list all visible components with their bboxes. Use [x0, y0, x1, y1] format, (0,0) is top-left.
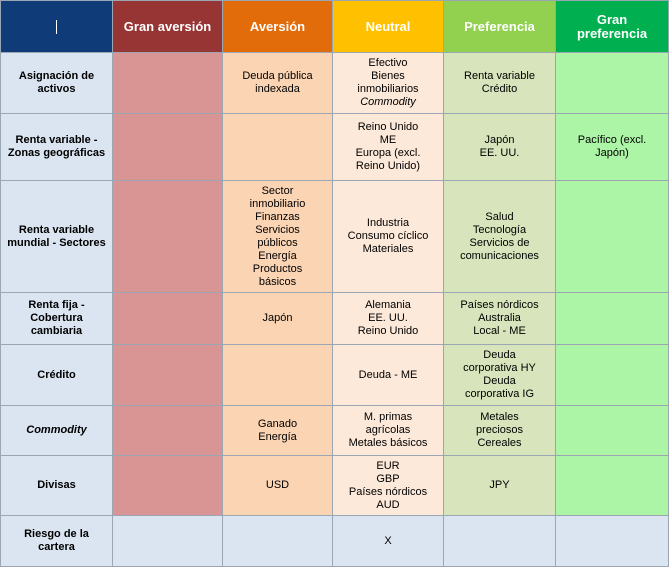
- cell-line: comunicaciones: [460, 249, 539, 262]
- cell-gran-aversion: [113, 516, 223, 567]
- cell-line: Ganado: [257, 417, 298, 430]
- cell-preferencia: [444, 406, 556, 456]
- cell-line: Energía: [258, 249, 297, 262]
- cell-line: M. primas: [363, 411, 413, 423]
- cell-line: Países nórdicos: [460, 299, 539, 311]
- cell-preferencia: [444, 114, 556, 181]
- cell-line: básicos: [258, 275, 297, 288]
- cell-gran-aversion: [113, 181, 223, 293]
- cell-line: AUD: [376, 498, 400, 511]
- cell-line: Reino Unido): [355, 160, 421, 172]
- cell-gran-preferencia: [556, 456, 669, 516]
- cell-line: indexada: [255, 83, 300, 95]
- cell-line: EE. UU.: [368, 312, 408, 324]
- cell-line: Salud: [485, 210, 514, 223]
- row-label: Riesgo de la cartera: [1, 516, 113, 567]
- header-row: [1, 1, 669, 53]
- cell-gran-aversion: [113, 293, 223, 345]
- cell-preferencia: [444, 345, 556, 406]
- cell-neutral: [333, 456, 444, 516]
- cell-gran-aversion: [113, 114, 223, 181]
- cell-line: Deuda: [483, 375, 516, 387]
- cell-aversion: [223, 516, 333, 567]
- cell-line: Energía: [258, 430, 297, 443]
- cell-gran-preferencia: [556, 181, 669, 293]
- cell-gran-aversion: [113, 456, 223, 516]
- cell-gran-preferencia: [556, 114, 669, 181]
- header-aversion: Aversión: [223, 1, 333, 53]
- cell-aversion: [223, 181, 333, 293]
- cell-line: agrícolas: [365, 424, 411, 436]
- cell-line: Deuda - ME: [358, 368, 418, 381]
- cell-line: Alemania: [365, 299, 411, 311]
- cell-line: preciosos: [475, 424, 524, 436]
- cell-line: Deuda: [483, 349, 516, 361]
- cell-line: USD: [265, 479, 290, 491]
- cell-line: Reino Unido: [357, 121, 419, 133]
- cell-gran-aversion: [113, 53, 223, 114]
- cell-preferencia: [444, 293, 556, 345]
- row-label: Asignación de activos: [1, 53, 113, 114]
- cell-line: Japón: [484, 134, 515, 146]
- cell-line: Industria: [366, 217, 410, 229]
- cell-gran-preferencia: [556, 406, 669, 456]
- cell-neutral: [333, 406, 444, 456]
- cell-line: Crédito: [481, 83, 518, 95]
- cell-preferencia: [444, 181, 556, 293]
- cell-line: Japón): [595, 147, 629, 159]
- cell-line: GBP: [376, 472, 400, 485]
- cell-line: Países nórdicos: [348, 485, 428, 498]
- cell-neutral: [333, 345, 444, 406]
- cell-neutral: [333, 53, 444, 114]
- cell-line: EE. UU.: [479, 147, 520, 159]
- cell-neutral: [333, 516, 444, 567]
- cell-gran-preferencia: [556, 293, 669, 345]
- table-row: [1, 53, 669, 114]
- cell-line: ME: [379, 134, 397, 146]
- cell-line: Consumo cíclico: [347, 230, 429, 242]
- table-row: [1, 181, 669, 293]
- cell-line: Finanzas: [255, 210, 300, 223]
- cell-gran-preferencia: [556, 516, 669, 567]
- cell-aversion: [223, 53, 333, 114]
- cell-line: Renta variable: [464, 70, 535, 82]
- cell-aversion: [223, 293, 333, 345]
- cell-line: Cereales: [477, 437, 522, 449]
- cell-gran-aversion: [113, 345, 223, 406]
- cell-line: Materiales: [362, 243, 414, 255]
- cell-neutral: [333, 293, 444, 345]
- cell-gran-aversion: [113, 406, 223, 456]
- cell-line: Servicios de: [469, 236, 530, 249]
- header-preferencia: Preferencia: [444, 1, 556, 53]
- table-row: [1, 456, 669, 516]
- cell-line: inmobiliario: [249, 197, 306, 210]
- table-row: [1, 406, 669, 456]
- cell-line: Pacífico (excl.: [577, 134, 647, 146]
- cell-line: públicos: [257, 236, 298, 249]
- row-label: Commodity: [1, 406, 113, 456]
- cell-line: Bienes: [371, 70, 405, 82]
- header-gran-preferencia: Gran preferencia: [556, 1, 669, 53]
- cell-line: Servicios: [255, 223, 300, 236]
- cell-aversion: [223, 345, 333, 406]
- table-row: [1, 516, 669, 567]
- cell-line: inmobiliarios: [357, 83, 419, 95]
- cell-line: Productos: [252, 262, 303, 275]
- cell-gran-preferencia: [556, 53, 669, 114]
- cell-line: Metales: [480, 411, 519, 423]
- cell-line: Metales básicos: [348, 437, 428, 449]
- cell-line: Commodity: [360, 96, 416, 108]
- cell-preferencia: [444, 53, 556, 114]
- cell-neutral: [333, 114, 444, 181]
- cell-line: Efectivo: [368, 57, 408, 69]
- cell-line: Reino Unido: [357, 325, 419, 337]
- header-neutral: Neutral: [333, 1, 444, 53]
- cell-line: corporativa IG: [464, 388, 535, 400]
- cell-neutral: [333, 181, 444, 293]
- cell-line: JPY: [489, 479, 510, 491]
- cell-line: corporativa HY: [463, 362, 536, 374]
- cell-aversion: [223, 406, 333, 456]
- cell-preferencia: [444, 456, 556, 516]
- cell-line: EUR: [376, 459, 400, 472]
- row-label: Renta variable mundial - Sectores: [1, 181, 113, 293]
- cell-line: Australia: [478, 312, 521, 324]
- cell-line: Local - ME: [473, 325, 526, 337]
- corner-mark: [56, 20, 57, 34]
- cell-line: Japón: [262, 312, 293, 324]
- row-label: Divisas: [1, 456, 113, 516]
- header-gran-aversion: Gran aversión: [113, 1, 223, 53]
- table-row: [1, 345, 669, 406]
- table-row: [1, 293, 669, 345]
- row-label: Crédito: [1, 345, 113, 406]
- cell-line: Europa (excl.: [355, 147, 421, 159]
- cell-aversion: [223, 456, 333, 516]
- cell-line: X: [384, 534, 392, 547]
- cell-line: Tecnología: [472, 223, 527, 236]
- header-corner: [1, 1, 113, 53]
- cell-aversion: [223, 114, 333, 181]
- cell-line: Sector: [261, 184, 294, 197]
- table-row: [1, 114, 669, 181]
- cell-gran-preferencia: [556, 345, 669, 406]
- cell-preferencia: [444, 516, 556, 567]
- row-label: Renta variable - Zonas geográficas: [1, 114, 113, 181]
- row-label: Renta fija - Cobertura cambiaria: [1, 293, 113, 345]
- cell-line: Deuda pública: [242, 70, 313, 82]
